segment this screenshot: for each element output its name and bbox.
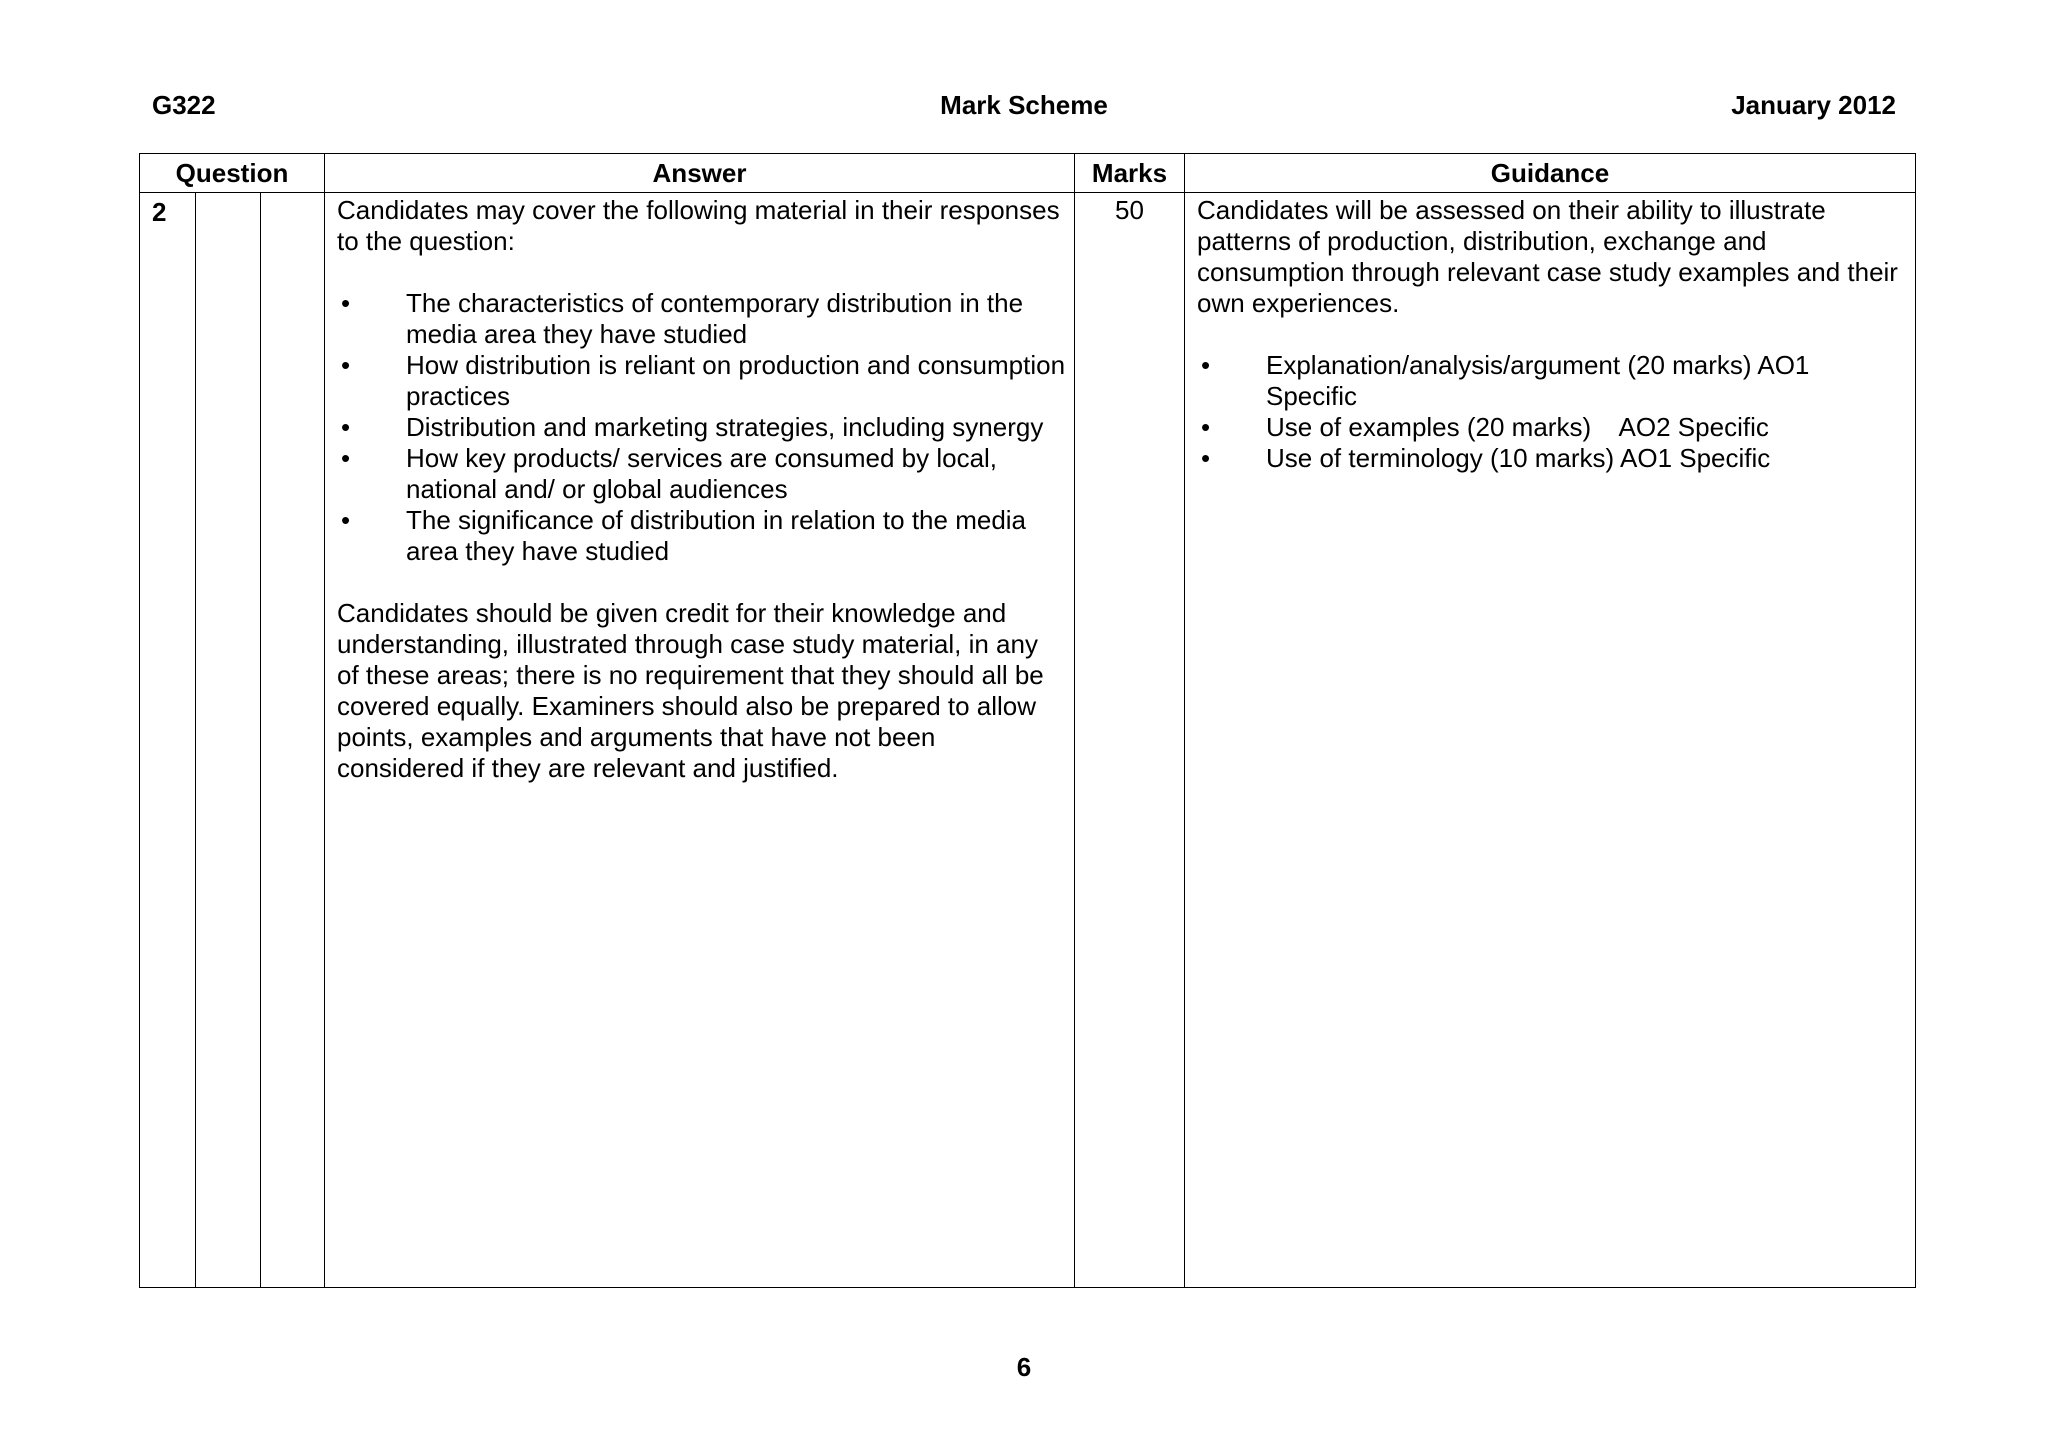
list-item: • Use of examples (20 marks) AO2 Specific xyxy=(1201,412,1769,442)
bullet-icon: • xyxy=(1201,443,1211,473)
sub-question-cell xyxy=(196,193,261,1288)
question-number-cell: 2 xyxy=(140,193,196,1288)
answer-outro: Candidates should be given credit for their knowledge and understanding, illustrated through case study material, in any of these areas; there is no requirement that they should all be covered equally. Examiners should also be prepared to allow points, examples and arguments that have not been considered if they are relevant and justified. xyxy=(337,598,1044,783)
answer-column-header: Answer xyxy=(325,154,1075,193)
list-item: • The significance of distribution in relation to the media area they have studied xyxy=(341,505,1027,566)
guidance-column-header: Guidance xyxy=(1185,154,1916,193)
list-item: • How distribution is reliant on production and consumption practices xyxy=(341,350,1066,411)
marks-column-header: Marks xyxy=(1075,154,1185,193)
table-row xyxy=(140,193,1916,1288)
bullet-icon: • xyxy=(341,505,351,535)
bullet-icon: • xyxy=(1201,350,1211,380)
list-item: • The characteristics of contemporary distribution in the media area they have studied xyxy=(341,288,1024,349)
page-header xyxy=(152,90,1896,124)
list-item: • Use of terminology (10 marks) AO1 Specific xyxy=(1201,443,1771,473)
list-item: • Explanation/analysis/argument (20 marks) AO1 Specific xyxy=(1201,350,1810,411)
mark-scheme-table xyxy=(139,153,1916,1288)
bullet-icon: • xyxy=(341,443,351,473)
list-item: • How key products/ services are consumed by local, national and/ or global audiences xyxy=(341,443,998,504)
guidance-bullet-list xyxy=(1197,350,1907,474)
question-column-header: Question xyxy=(140,154,325,193)
document-title: Mark Scheme xyxy=(940,90,1108,120)
guidance-cell xyxy=(1185,193,1916,1288)
sub-part-cell xyxy=(261,193,325,1288)
guidance-intro: Candidates will be assessed on their ability to illustrate patterns of production, distribution, exchange and consumption through relevant case study examples and their own experiences. xyxy=(1197,195,1898,318)
exam-session: January 2012 xyxy=(1731,90,1896,120)
paper-code: G322 xyxy=(152,90,216,120)
bullet-icon: • xyxy=(341,412,351,442)
page-number: 6 xyxy=(1016,1352,1032,1382)
bullet-icon: • xyxy=(341,288,351,318)
list-item: • Distribution and marketing strategies, including synergy xyxy=(341,412,1044,442)
answer-cell xyxy=(325,193,1075,1288)
bullet-icon: • xyxy=(341,350,351,380)
answer-intro: Candidates may cover the following material in their responses to the question: xyxy=(337,195,1060,256)
table-header-row xyxy=(140,154,1916,193)
bullet-icon: • xyxy=(1201,412,1211,442)
answer-bullet-list xyxy=(337,288,1066,567)
marks-cell: 50 xyxy=(1075,193,1185,1288)
